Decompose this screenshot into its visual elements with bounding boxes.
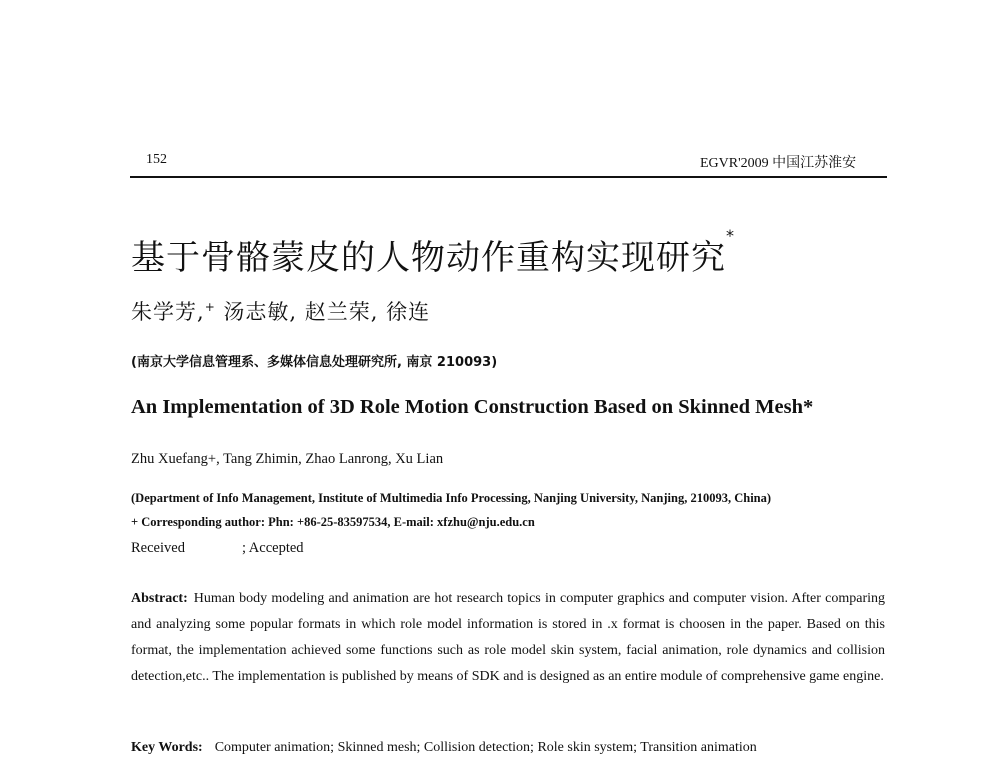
abstract-text: Human body modeling and animation are hot research topics in computer graphics and computer vision. After comparing and analyzing some popular formats in which role model information is stored in .x format is choosen in the paper. Based on this format, the implementation achieved some functions such as role model skin system, facial animation, role dynamics and collision detection,etc.. The implementation is published by means of SDK and is designed as an entire module of comprehensive game engine. bbox=[131, 591, 885, 684]
conference-header: EGVR'2009 中国江苏淮安 bbox=[700, 156, 857, 171]
author-first: 朱学芳, bbox=[131, 300, 205, 324]
corresponding-mark: + bbox=[204, 300, 216, 314]
received-label: Received bbox=[131, 540, 185, 556]
abstract bbox=[131, 586, 885, 690]
title-footnote-mark: * bbox=[726, 226, 735, 245]
keywords bbox=[131, 740, 757, 756]
keywords-text: Computer animation; Skinned mesh; Collision detection; Role skin system; Transition animation bbox=[214, 740, 757, 755]
title-chinese-text: 基于骨骼蒙皮的人物动作重构实现研究 bbox=[131, 238, 726, 278]
corresponding-author: + Corresponding author: Phn: +86-25-83597534, E-mail: xfzhu@nju.edu.cn bbox=[131, 515, 535, 529]
authors-chinese bbox=[131, 296, 430, 326]
header-rule bbox=[130, 176, 887, 178]
title-english: An Implementation of 3D Role Motion Construction Based on Skinned Mesh* bbox=[131, 396, 814, 418]
affiliation-chinese: (南京大学信息管理系、多媒体信息处理研究所, 南京 210093) bbox=[131, 355, 498, 370]
title-chinese bbox=[131, 226, 735, 279]
affiliation-english: (Department of Info Management, Institute of Multimedia Info Processing, Nanjing University, Nanjing, 210093, China) bbox=[131, 491, 772, 505]
authors-english: Zhu Xuefang+, Tang Zhimin, Zhao Lanrong, Xu Lian bbox=[131, 451, 444, 467]
authors-rest: 汤志敏, 赵兰荣, 徐连 bbox=[215, 300, 431, 324]
abstract-label: Abstract: bbox=[131, 591, 188, 606]
keywords-label: Key Words: bbox=[131, 740, 203, 755]
accepted-label: ; Accepted bbox=[241, 540, 304, 556]
received-accepted bbox=[131, 540, 304, 557]
page-number: 152 bbox=[146, 152, 167, 167]
